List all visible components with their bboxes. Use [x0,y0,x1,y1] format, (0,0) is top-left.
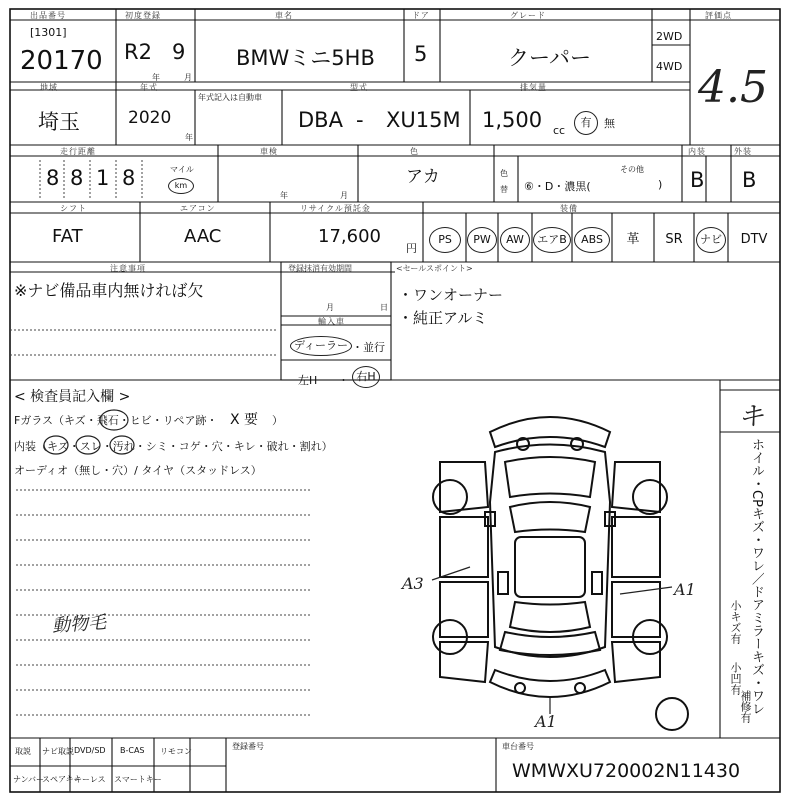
exterior-score: B [742,168,757,192]
recycle-amount: 17,600 [318,226,381,247]
inspector-heading: < 検査員記入欄 > [14,389,131,405]
displacement-label: 排気量 [520,83,547,92]
mileage-unit-miles: マイル [170,165,194,174]
equipment-leather: 革 [626,232,640,247]
car-name: BMWミニ5HB [236,46,375,70]
model-label: 型式 [350,83,368,92]
color-label: 色 [410,147,419,156]
model-separator: - [356,108,364,132]
rating-score: 4.5 [698,62,768,113]
inspector-circle-marks [0,400,320,460]
displacement-unit: cc [553,124,566,137]
vin-label: 車台番号 [502,742,534,751]
color-change-label: 色替 [500,169,508,194]
equipment-aw: AW [498,224,532,256]
shift-label: シフト [60,204,87,213]
doors-label: ドア [412,11,430,20]
side-column-sub-1: 小キズ有 [729,600,742,644]
aircon-value: AAC [184,226,222,247]
recycle-label: リサイクル預託金 [300,204,371,213]
color-options: ⑥・D・濃黒( [524,180,591,193]
equipment-airbag: エアB [532,224,572,256]
model-year-label: 年式 [140,83,158,92]
sales-point-1: ・ワンオーナー [398,286,504,304]
interior-score: B [690,168,705,192]
turbo-no: 無 [604,117,615,130]
inspector-line-2: 内装（キズ・スレ・汚れ・シミ・コゲ・穴・キレ・破れ・割れ） [14,440,333,453]
rating-label: 評価点 [705,11,732,20]
footer-item-4: B-CAS [120,746,145,755]
import-parallel: ・並行 [352,341,385,354]
turbo-yes: 有 [574,111,598,135]
inspection-year-unit: 年 [280,191,288,200]
footer-item-8: キーレス [74,775,106,784]
registration-month: 9 [172,40,186,64]
equipment-sunroof: SR [665,232,683,247]
color-options-close: ) [658,178,663,191]
registration-number-label: 登録番号 [232,742,264,751]
car-name-label: 車名 [275,11,293,20]
grade: クーパー [508,46,591,70]
drive-2wd: 2WD [656,30,683,43]
mileage-digit-4: 1 [96,166,110,190]
aircon-label: エアコン [180,204,216,213]
inspector-line-1-close: ） [272,414,283,427]
side-column-mark: キ [738,402,765,432]
footer-item-1: 取説 [15,747,31,756]
inspector-line-3: オーディオ（無し・穴）/ タイヤ（スタッドレス） [14,464,262,477]
region-name: 埼玉 [38,110,80,134]
history-month: 月 [326,303,334,312]
drive-4wd: 4WD [656,60,683,73]
first-registration-label: 初度登録 [125,11,161,20]
car-damage-diagram [400,392,700,732]
mileage-unit-km: km [168,178,194,194]
footer-item-2: ナビ取説 [42,747,74,756]
side-column-sub-3: 補修有 [739,690,752,723]
history-label: 登録抹消有効期間 [288,264,352,273]
registration-month-unit: 月 [184,73,192,82]
lot-label: 出品番号 [30,11,66,20]
steering-dot: ・ [338,374,349,387]
footer-item-3: DVD/SD [74,746,106,755]
sales-points-label: <セールスポイント> [396,264,473,273]
lot-code: [1301] [30,26,67,39]
inspector-line-1-mark: X 要 [230,412,259,428]
footer-item-9: スマートキー [114,775,162,784]
sales-point-2: ・純正アルミ [398,309,488,327]
mileage-digit-5: 8 [122,166,136,190]
footer-item-7: スペアキー [42,775,82,784]
exterior-label: 外装 [734,147,752,156]
footer-item-6: ナンバー [13,775,45,784]
side-column-text: ホイル・CPキズ・ワレ／ドアミラーキズ・ワレ [749,438,764,715]
import-dealer: ディーラー [290,336,352,356]
damage-mark-a3: A3 [402,574,424,593]
inspection-month-unit: 月 [340,191,348,200]
model-code: XU15M [386,108,461,132]
equipment-abs: ABS [572,224,612,256]
steering-right: 右H [352,366,380,388]
equipment-navi: ナビ [694,224,728,256]
notes-text: ※ナビ備品車内無ければ欠 [14,281,204,300]
equipment-ps: PS [425,224,465,256]
color-name: アカ [406,167,440,187]
mileage-digit-3: 8 [70,166,84,190]
color-other-label: その他 [620,165,644,174]
notes-label: 注意事項 [110,264,146,273]
lot-number: 20170 [20,46,103,76]
recycle-unit: 円 [406,242,417,255]
model-year-value: 2020 [128,108,172,128]
inspection-label: 車検 [260,147,278,156]
model-year-unit: 年 [185,133,193,142]
damage-mark-a1-right: A1 [674,580,696,599]
registration-era: R2 [124,40,152,64]
displacement-value: 1,500 [482,108,543,132]
shift-value: FAT [52,226,83,247]
vin-number: WMWXU720002N11430 [512,760,741,782]
steering-left: 左H [298,374,318,387]
side-column-sub-2: 小凹有 [729,662,742,695]
equipment-label: 装備 [560,204,578,213]
mileage-label: 走行距離 [60,147,96,156]
damage-mark-a1-rear: A1 [535,712,557,731]
equipment-pw: PW [466,224,498,256]
import-label: 輸入車 [318,317,345,326]
door-count: 5 [414,42,428,66]
mileage-digit-2: 8 [46,166,60,190]
model-year-sublabel: 年式記入は自動車 [198,93,262,102]
interior-label: 内装 [688,147,706,156]
equipment-dtv: DTV [740,232,768,247]
grade-label: グレード [510,11,546,20]
inspector-handwritten-note: 動物毛 [51,612,107,637]
history-day: 日 [380,303,388,312]
region-label: 地域 [40,83,58,92]
footer-item-5: リモコン [160,747,192,756]
inspector-line-1: Fガラス（キズ・飛石・ヒビ・リペア跡・ [14,414,218,427]
model-prefix: DBA [298,108,343,132]
registration-year-unit: 年 [152,73,160,82]
